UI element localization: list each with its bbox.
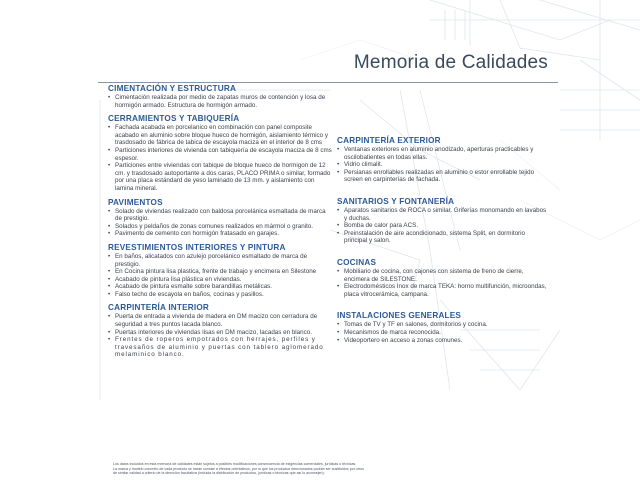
list-item: • Acabado de pintura esmalte sobre barandillas metálicas. [108, 283, 332, 291]
list-item: • Solados y peldaños de zonas comunes realizados en mármol o granito. [108, 223, 332, 231]
footer-line: Los datos incluidos en esta memoria de calidades están sujetos a posibles modificaciones consecuencia de exigencias comerciales, jurídicas o técnicas. [113, 462, 357, 466]
footer-line: de similar calidad a criterio de la dirección facultativa (incluida la distribución de productos, jurídicas o técnicas que así lo aconsejen). [113, 471, 325, 476]
section-carpinteria-exterior [337, 136, 547, 184]
title-divider [98, 82, 558, 83]
list-item: • Falso techo de escayola en baños, cocinas y pasillos. [108, 291, 332, 299]
list-item: • Frentes de roperos empotrados con herrajes, perfiles y travesaños de aluminio y puertas con tablero aglomerado melaminico blanco. [108, 336, 332, 359]
item-list [108, 253, 332, 299]
list-item: • Electrodomésticos Inox de marca TEKA: horno multifunción, microondas, placa vitrocerámica, campana. [337, 283, 547, 298]
list-item: • Persianas enrollables realizadas en aluminio o estor enrollable tejido screen en carpinterías de fachada. [337, 169, 547, 184]
item-list [337, 207, 547, 245]
item-list [108, 208, 332, 238]
list-item: • Aparatos sanitarios de ROCA o similar. Griferías monomando en lavabos y duchas. [337, 207, 547, 222]
page-title: Memoria de Calidades [353, 52, 548, 73]
list-item: • Puerta de entrada a vivienda de madera en DM macizo con cerradura de seguridad a tres puntos lacada blanco. [108, 313, 332, 328]
list-item: • Solado de viviendas realizado con baldosa porcelánica esmaltada de marca de prestigio. [108, 208, 332, 223]
section-cocinas [337, 258, 547, 298]
list-item: • Puertas interiores de viviendas lisas en DM macizo, lacadas en blanco. [108, 329, 332, 337]
list-item: • Vidrio climalit. [337, 161, 547, 169]
item-list [337, 268, 547, 298]
list-item: • Cimentación realizada por medio de zapatas muros de contención y losa de hormigón armado. Estructura de hormigón armado. [108, 94, 332, 109]
section-cimentacion [108, 84, 332, 109]
list-item: • Particiones entre viviendas con tabique de bloque hueco de hormigon de 12 cm. y trasdosado autoportante a dos caras, PLACO PRIMA o similar, formado por una placa estándard de yeso laminado de 13 mm. y aislamiento con lamina mineral. [108, 162, 332, 192]
list-item: • En baños, alicatados con azulejo porcelánico esmaltado de marca de prestigio. [108, 253, 332, 268]
section-cerramientos [108, 114, 332, 192]
list-item: • Particiones interiores de vivienda con tabiquería de escayola maciza de 8 cms espesor. [108, 147, 332, 162]
section-heading: SANITARIOS Y FONTANERÍA [337, 196, 455, 206]
section-heading: PAVIMENTOS [108, 197, 163, 207]
list-item: • Tomas de TV y TF en salones, dormitorios y cocina. [337, 321, 547, 329]
section-heading: CARPINTERÍA EXTERIOR [337, 136, 441, 145]
item-list [108, 124, 332, 192]
list-item: • Mobiliario de cocina, con cajones con sistema de freno de cierre, encimera de SILESTONE. [337, 268, 547, 283]
item-list [337, 321, 547, 344]
list-item: • Preinstalación de aire acondicionado, sistema Split, en dormitorio principal y salon. [337, 230, 547, 245]
list-item: • Mecanismos de marca reconocida. [337, 329, 547, 337]
section-revestimientos [108, 243, 332, 299]
list-item: • Pavimento de cemento con hormigón fratasado en garajes. [108, 230, 332, 238]
section-heading: COCINAS [337, 257, 377, 267]
section-instalaciones [337, 311, 547, 344]
item-list [108, 94, 332, 109]
footer-disclaimer [113, 462, 533, 476]
section-heading: INSTALACIONES GENERALES [337, 311, 462, 321]
list-item: • Videoportero en acceso a zonas comunes. [337, 337, 547, 345]
section-carpinteria-interior [108, 303, 332, 359]
right-column [337, 136, 547, 357]
item-list [108, 313, 332, 359]
section-heading: REVESTIMIENTOS INTERIORES Y PINTURA [108, 242, 286, 252]
left-column [108, 84, 332, 364]
list-item: • Fachada acabada en porcelanico en combinación con panel composite acabado en aluminio sobre bloque hueco de hormigón, aislamiento térmico y trasdosado de fábrica de tabica de escayola maciza en el interior de 8 cms [108, 124, 332, 147]
section-sanitarios [337, 197, 547, 245]
list-item: • En Cocina pintura lisa plastica, frente de trabajo y encimera en Silestone [108, 268, 332, 276]
section-pavimentos [108, 198, 332, 238]
section-heading: CERRAMIENTOS Y TABIQUERÍA [108, 114, 240, 124]
list-item: • Bomba de calor para ACS. [337, 222, 547, 230]
footer-line: La marca y modelo concreto de cada producto se harán constar a efectos orientativos, por lo que los productos mencionados podrán ser sustituidos por otros [113, 466, 364, 471]
section-heading: CARPINTERÍA INTERIOR [108, 303, 210, 313]
list-item: • Acabado de pintura lisa plástica en viviendas. [108, 276, 332, 284]
item-list [337, 146, 547, 184]
list-item: • Ventanas exteriores en aluminio anodizado, aperturas practicables y oscilobatientes en todas ellas. [337, 146, 547, 161]
section-heading: CIMENTACIÓN Y ESTRUCTURA [108, 84, 237, 93]
